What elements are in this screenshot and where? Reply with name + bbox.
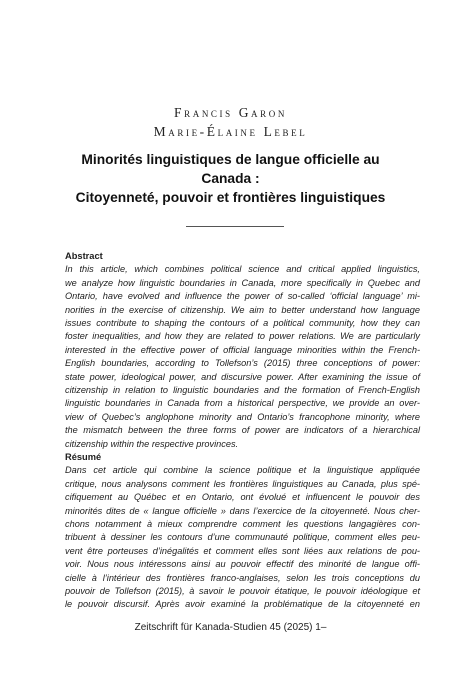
title-line: Canada : [201,171,260,186]
subtitle-line: Citoyenneté, pouvoir et frontières linguistiques [75,190,386,205]
abstract-line: state power, ideological power, and discursive power. After examining the issue of [65,371,420,382]
abstract-line: view of Quebec’s anglophone minority and Ontario’s francophone minority, where [65,411,420,422]
resume-line: cifiquement au Québec et en Ontario, ont évolué et influencent le pouvoir des [65,492,420,503]
resume-line: tribuent à dessiner les contours d’une communauté politique, comment elles peu- [65,532,420,543]
resume-line: critique, nous analysons comment les frontières linguistiques au Canada, plus spé- [65,478,420,489]
resume-body [65,464,420,611]
resume-line: Dans cet article qui combine la science politique et la linguistique appliquée [65,465,420,476]
abstract-line: Ontario, have evolved and influence the power of so-called ‘official language’ mi- [65,291,420,302]
resume-line: minorités dites de « langue officielle » dans l’exercice de la citoyenneté. Nous cher- [65,505,420,516]
abstract-line: In this article, which combines political science and critical applied linguistics, [65,264,420,275]
article-title [40,150,421,207]
author-name: Marie-Élaine Lebel [153,124,308,139]
abstract-body [65,263,420,451]
abstract-line: interested in the effective power of official language minorities within the French- [65,344,420,355]
abstract-line: norities in the exercise of citizenship. We aim to better understand how language [65,304,420,315]
author-name: Francis Garon [174,105,287,120]
abstract-line: we analyze how linguistic boundaries in Canada, more specifically in Quebec and [65,277,420,288]
abstract-line: foster inequalities, and how they are related to power relations. We are particularly [65,331,420,342]
resume-heading: Résumé [65,452,102,462]
resume-line: pouvoir de Tollefson (2015), à savoir le pouvoir étatique, le pouvoir idéologique et [65,586,420,597]
resume-line: cielle à l’intérieur des frontières franco-anglaises, selon les trois conceptions du [65,572,420,583]
abstract-heading: Abstract [65,251,103,261]
journal-footer: Zeitschrift für Kanada-Studien 45 (2025) 1– [134,622,327,633]
title-line: Minorités linguistiques de langue officielle au [81,152,380,167]
abstract-line: citizenship in relation to linguistic boundaries and the formation of French-English [65,385,420,396]
resume-line: voir. Nous nous intéressons ainsi au pouvoir effectif des minorité de langue offi- [65,559,420,570]
title-separator [186,226,284,227]
resume-line: chons notamment à mieux comprendre comment les questions langagières con- [65,519,420,530]
abstract-line: citizenship within the respective provinces. [65,438,239,449]
resume-line: vent être porteuses d’inégalités et comment elles sont liées aux relations de pou- [65,545,420,556]
abstract-section [65,250,420,451]
abstract-line: English boundaries, according to Tollefson’s (2015) three conceptions of power: [65,358,420,369]
resume-line: le pouvoir discursif. Après avoir examiné la problématique de la citoyenneté en [65,599,420,610]
abstract-line: linguistic boundaries in Canada from a historical perspective, we provide an over- [65,398,420,409]
abstract-line: issues contribute to shaping the contours of a political community, how they can [65,318,420,329]
author-list [0,103,461,141]
resume-section [65,451,420,612]
abstract-line: the mismatch between the three forms of power are indicators of a hierarchical [65,425,420,436]
